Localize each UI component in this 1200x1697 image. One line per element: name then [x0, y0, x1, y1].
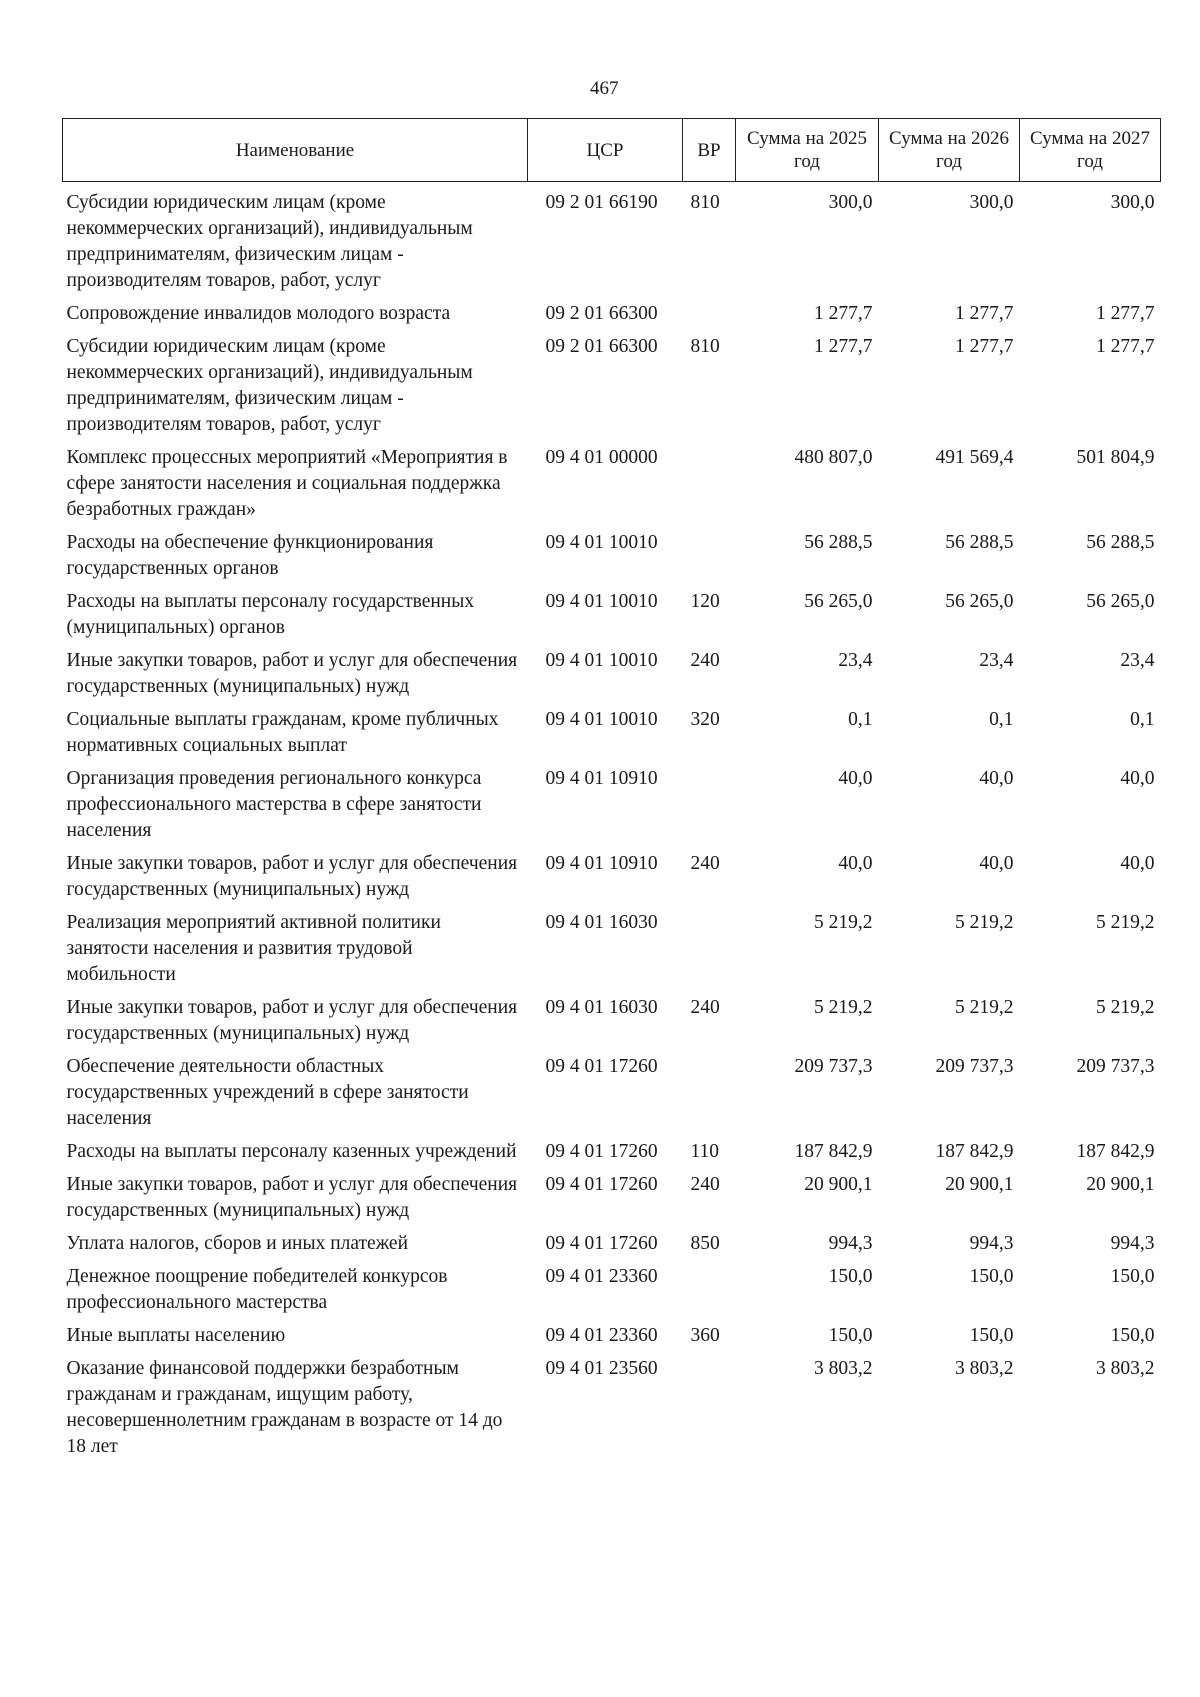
row-csr: 09 4 01 10910: [545, 768, 658, 789]
row-vr: 110: [690, 1141, 720, 1162]
table-row: [63, 1139, 1161, 1172]
row-csr: 09 4 01 17260: [545, 1233, 658, 1254]
row-csr: 09 4 01 10010: [545, 591, 658, 612]
row-sum-2025: 5 219,2: [814, 997, 873, 1018]
row-vr: 810: [690, 192, 720, 213]
row-csr: 09 4 01 10010: [545, 650, 658, 671]
row-csr: 09 4 01 16030: [545, 912, 658, 933]
row-name: Организация проведения регионального конкурса профессионального мастерства в сфере занятости населения: [66, 768, 482, 841]
row-sum-2027: 56 288,5: [1086, 532, 1155, 553]
table-row: [63, 648, 1161, 707]
table-row: [63, 1356, 1161, 1467]
row-csr: 09 2 01 66300: [545, 303, 658, 324]
row-sum-2025: 187 842,9: [794, 1141, 873, 1162]
table-body: [63, 182, 1161, 1468]
row-sum-2027: 40,0: [1120, 853, 1155, 874]
row-sum-2025: 5 219,2: [814, 912, 873, 933]
row-csr: 09 4 01 23560: [545, 1358, 658, 1379]
table-row: [63, 910, 1161, 995]
table-row: [63, 707, 1161, 766]
header-vr: ВР: [683, 119, 736, 182]
row-csr: 09 4 01 17260: [545, 1056, 658, 1077]
row-name: Оказание финансовой поддержки безработным гражданам и гражданам, ищущим работу, несовершеннолетним гражданам в возрасте от 14 до 18 лет: [66, 1358, 503, 1457]
header-sum-2025: Сумма на 2025 год: [736, 119, 879, 182]
row-sum-2026: 3 803,2: [955, 1358, 1014, 1379]
table-row: [63, 1323, 1161, 1356]
row-name: Реализация мероприятий активной политики занятости населения и развития трудовой мобильности: [66, 912, 441, 985]
row-sum-2027: 187 842,9: [1076, 1141, 1155, 1162]
row-csr: 09 4 01 00000: [545, 447, 658, 468]
row-name: Иные закупки товаров, работ и услуг для обеспечения государственных (муниципальных) нужд: [66, 853, 518, 900]
row-name: Уплата налогов, сборов и иных платежей: [66, 1233, 409, 1254]
row-sum-2027: 0,1: [1130, 709, 1155, 730]
table-row: [63, 530, 1161, 589]
row-csr: 09 4 01 17260: [545, 1174, 658, 1195]
row-name: Иные закупки товаров, работ и услуг для обеспечения государственных (муниципальных) нужд: [66, 997, 518, 1044]
row-vr: 240: [690, 853, 720, 874]
row-vr: 240: [690, 1174, 720, 1195]
table-row: [63, 766, 1161, 851]
row-sum-2025: 40,0: [838, 853, 873, 874]
row-sum-2026: 491 569,4: [935, 447, 1014, 468]
table-row: [63, 589, 1161, 648]
table-row: [63, 182, 1161, 302]
row-csr: 09 4 01 23360: [545, 1266, 658, 1287]
row-sum-2025: 994,3: [828, 1233, 873, 1254]
row-sum-2025: 1 277,7: [814, 303, 873, 324]
row-sum-2025: 3 803,2: [814, 1358, 873, 1379]
row-sum-2026: 40,0: [979, 853, 1014, 874]
row-vr: 850: [690, 1233, 720, 1254]
row-sum-2026: 56 288,5: [945, 532, 1014, 553]
row-sum-2027: 1 277,7: [1096, 303, 1155, 324]
row-vr: 360: [690, 1325, 720, 1346]
row-sum-2027: 5 219,2: [1096, 912, 1155, 933]
row-sum-2027: 501 804,9: [1076, 447, 1155, 468]
table-row: [63, 1172, 1161, 1231]
row-sum-2026: 150,0: [969, 1325, 1014, 1346]
row-vr: 810: [690, 336, 720, 357]
table-row: [63, 1231, 1161, 1264]
header-name: Наименование: [63, 119, 528, 182]
row-vr: [683, 910, 736, 995]
row-sum-2027: 209 737,3: [1076, 1056, 1155, 1077]
row-vr: [683, 530, 736, 589]
table-row: [63, 445, 1161, 530]
table-row: [63, 1054, 1161, 1139]
row-vr: 120: [690, 591, 720, 612]
row-sum-2025: 20 900,1: [804, 1174, 873, 1195]
table-row: [63, 301, 1161, 334]
row-sum-2025: 209 737,3: [794, 1056, 873, 1077]
row-csr: 09 4 01 10010: [545, 709, 658, 730]
row-sum-2027: 994,3: [1110, 1233, 1155, 1254]
row-vr: [683, 301, 736, 334]
row-name: Иные выплаты населению: [66, 1325, 286, 1346]
row-csr: 09 4 01 23360: [545, 1325, 658, 1346]
row-sum-2027: 150,0: [1110, 1325, 1155, 1346]
row-sum-2027: 5 219,2: [1096, 997, 1155, 1018]
table-header: [63, 119, 1161, 182]
row-sum-2026: 1 277,7: [955, 303, 1014, 324]
row-sum-2026: 994,3: [969, 1233, 1014, 1254]
row-sum-2025: 300,0: [828, 192, 873, 213]
row-sum-2027: 23,4: [1120, 650, 1155, 671]
row-name: Субсидии юридическим лицам (кроме некоммерческих организаций), индивидуальным предпринимателям, физическим лицам - производителям товаров, работ, услуг: [66, 192, 473, 291]
row-name: Социальные выплаты гражданам, кроме публичных нормативных социальных выплат: [66, 709, 499, 756]
row-sum-2026: 23,4: [979, 650, 1014, 671]
row-sum-2027: 40,0: [1120, 768, 1155, 789]
row-vr: [683, 1054, 736, 1139]
row-sum-2027: 1 277,7: [1096, 336, 1155, 357]
row-sum-2026: 20 900,1: [945, 1174, 1014, 1195]
row-sum-2025: 0,1: [848, 709, 873, 730]
row-vr: [683, 766, 736, 851]
row-sum-2026: 5 219,2: [955, 997, 1014, 1018]
row-sum-2026: 5 219,2: [955, 912, 1014, 933]
row-sum-2026: 300,0: [969, 192, 1014, 213]
row-name: Обеспечение деятельности областных государственных учреждений в сфере занятости населения: [66, 1056, 469, 1129]
header-sum-2026: Сумма на 2026 год: [879, 119, 1020, 182]
row-sum-2027: 150,0: [1110, 1266, 1155, 1287]
row-sum-2026: 40,0: [979, 768, 1014, 789]
row-vr: [683, 1356, 736, 1467]
row-sum-2026: 187 842,9: [935, 1141, 1014, 1162]
table-row: [63, 334, 1161, 445]
row-csr: 09 4 01 10910: [545, 853, 658, 874]
row-sum-2025: 23,4: [838, 650, 873, 671]
row-vr: 240: [690, 997, 720, 1018]
row-csr: 09 2 01 66300: [545, 336, 658, 357]
row-sum-2027: 56 265,0: [1086, 591, 1155, 612]
table-row: [63, 995, 1161, 1054]
table-row: [63, 851, 1161, 910]
row-vr: [683, 1264, 736, 1323]
header-csr: ЦСР: [528, 119, 683, 182]
row-sum-2027: 3 803,2: [1096, 1358, 1155, 1379]
page-number: 467: [590, 78, 619, 99]
row-sum-2025: 56 288,5: [804, 532, 873, 553]
row-sum-2027: 20 900,1: [1086, 1174, 1155, 1195]
row-name: Комплекс процессных мероприятий «Мероприятия в сфере занятости населения и социальная поддержка безработных граждан»: [66, 447, 508, 520]
row-sum-2026: 0,1: [989, 709, 1014, 730]
row-name: Иные закупки товаров, работ и услуг для обеспечения государственных (муниципальных) нужд: [66, 650, 518, 697]
row-vr: [683, 445, 736, 530]
table-row: [63, 1264, 1161, 1323]
row-sum-2025: 40,0: [838, 768, 873, 789]
row-name: Сопровождение инвалидов молодого возраста: [66, 303, 451, 324]
row-name: Иные закупки товаров, работ и услуг для обеспечения государственных (муниципальных) нужд: [66, 1174, 518, 1221]
row-csr: 09 4 01 10010: [545, 532, 658, 553]
row-csr: 09 4 01 16030: [545, 997, 658, 1018]
row-vr: 320: [690, 709, 720, 730]
row-sum-2025: 480 807,0: [794, 447, 873, 468]
row-name: Расходы на выплаты персоналу казенных учреждений: [66, 1141, 517, 1162]
row-sum-2025: 150,0: [828, 1325, 873, 1346]
row-sum-2025: 56 265,0: [804, 591, 873, 612]
row-csr: 09 2 01 66190: [545, 192, 658, 213]
row-sum-2027: 300,0: [1110, 192, 1155, 213]
row-sum-2026: 1 277,7: [955, 336, 1014, 357]
row-sum-2026: 56 265,0: [945, 591, 1014, 612]
row-vr: 240: [690, 650, 720, 671]
row-name: Денежное поощрение победителей конкурсов профессионального мастерства: [66, 1266, 448, 1313]
row-sum-2026: 209 737,3: [935, 1056, 1014, 1077]
row-sum-2025: 150,0: [828, 1266, 873, 1287]
row-sum-2025: 1 277,7: [814, 336, 873, 357]
row-name: Расходы на выплаты персоналу государственных (муниципальных) органов: [66, 591, 475, 638]
row-name: Расходы на обеспечение функционирования государственных органов: [66, 532, 434, 579]
row-sum-2026: 150,0: [969, 1266, 1014, 1287]
budget-table: [62, 118, 1161, 1467]
header-sum-2027: Сумма на 2027 год: [1020, 119, 1161, 182]
row-csr: 09 4 01 17260: [545, 1141, 658, 1162]
row-name: Субсидии юридическим лицам (кроме некоммерческих организаций), индивидуальным предпринимателям, физическим лицам - производителям товаров, работ, услуг: [66, 336, 473, 435]
